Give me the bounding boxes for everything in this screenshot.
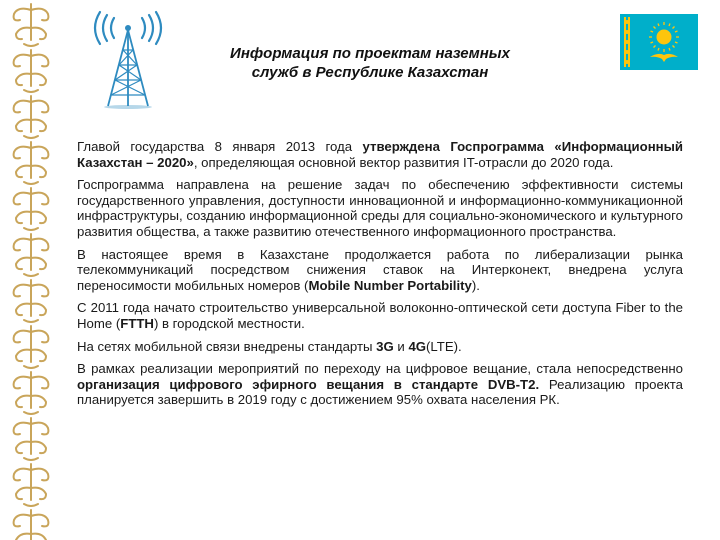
paragraph-text: ). [471,277,480,293]
ornament-border [0,0,62,540]
emphasis-text: 3G [376,338,394,354]
emphasis-text: Mobile Number Portability [308,277,472,293]
paragraph-1 [77,139,683,170]
paragraph-text: Реализацию проекта планируется завершить в 2019 году с достижением 95% охвата населения РК. [77,376,683,408]
paragraph-text: Главой государства 8 января 2013 года [77,139,363,154]
paragraph-text: , определяющая основной вектор развития IT-отрасли до 2020 года. [193,154,614,170]
paragraph-text: ) в городской местности. [153,315,305,331]
title-line-1: Информация по проектам наземных [230,45,510,62]
title-line-2: служб в Республике Казахстан [251,64,489,81]
paragraph-text: (LTE). [426,338,462,354]
emphasis-text: 4G [408,338,427,354]
paragraph-5 [77,339,683,355]
paragraph-text: В настоящее время в Казахстане продолжается работа по либерализации рынка телекоммуникаций посредством снижения ставок на Интерконект, внедрена услуга переносимости мобильных номеров ( [77,246,683,293]
emphasis-text: FTTH [120,315,154,331]
paragraph-text: и [393,338,409,354]
paragraph-text: Госпрограмма направлена на решение задач по обеспечению эффективности системы государственного управления, доступности инновационной и информационно-коммуникационной инфраструктуры, созданию информационной среды для социально-экономического и культурного развития общества, а также развитию отечественного информационного пространства. [77,177,683,239]
paragraph-text: На сетях мобильной связи внедрены стандарты [77,338,377,354]
main-content [77,139,683,415]
paragraph-3 [77,247,683,294]
page-title [160,44,580,82]
emphasis-text: утверждена Госпрограмма «Информационный Казахстан – 2020» [77,139,683,170]
paragraph-text: С 2011 года начато строительство универсальной волоконно-оптической сети доступа Fiber to the Home ( [77,300,683,331]
paragraph-text: В рамках реализации мероприятий по переходу на цифровое вещание, стала непосредственно [77,361,683,377]
paragraph-2 [77,177,683,239]
kazakhstan-flag-icon [620,14,698,70]
paragraph-6 [77,361,683,408]
emphasis-text: организация цифрового эфирного вещания в стандарте DVB-T2. [77,376,540,392]
paragraph-4 [77,300,683,331]
